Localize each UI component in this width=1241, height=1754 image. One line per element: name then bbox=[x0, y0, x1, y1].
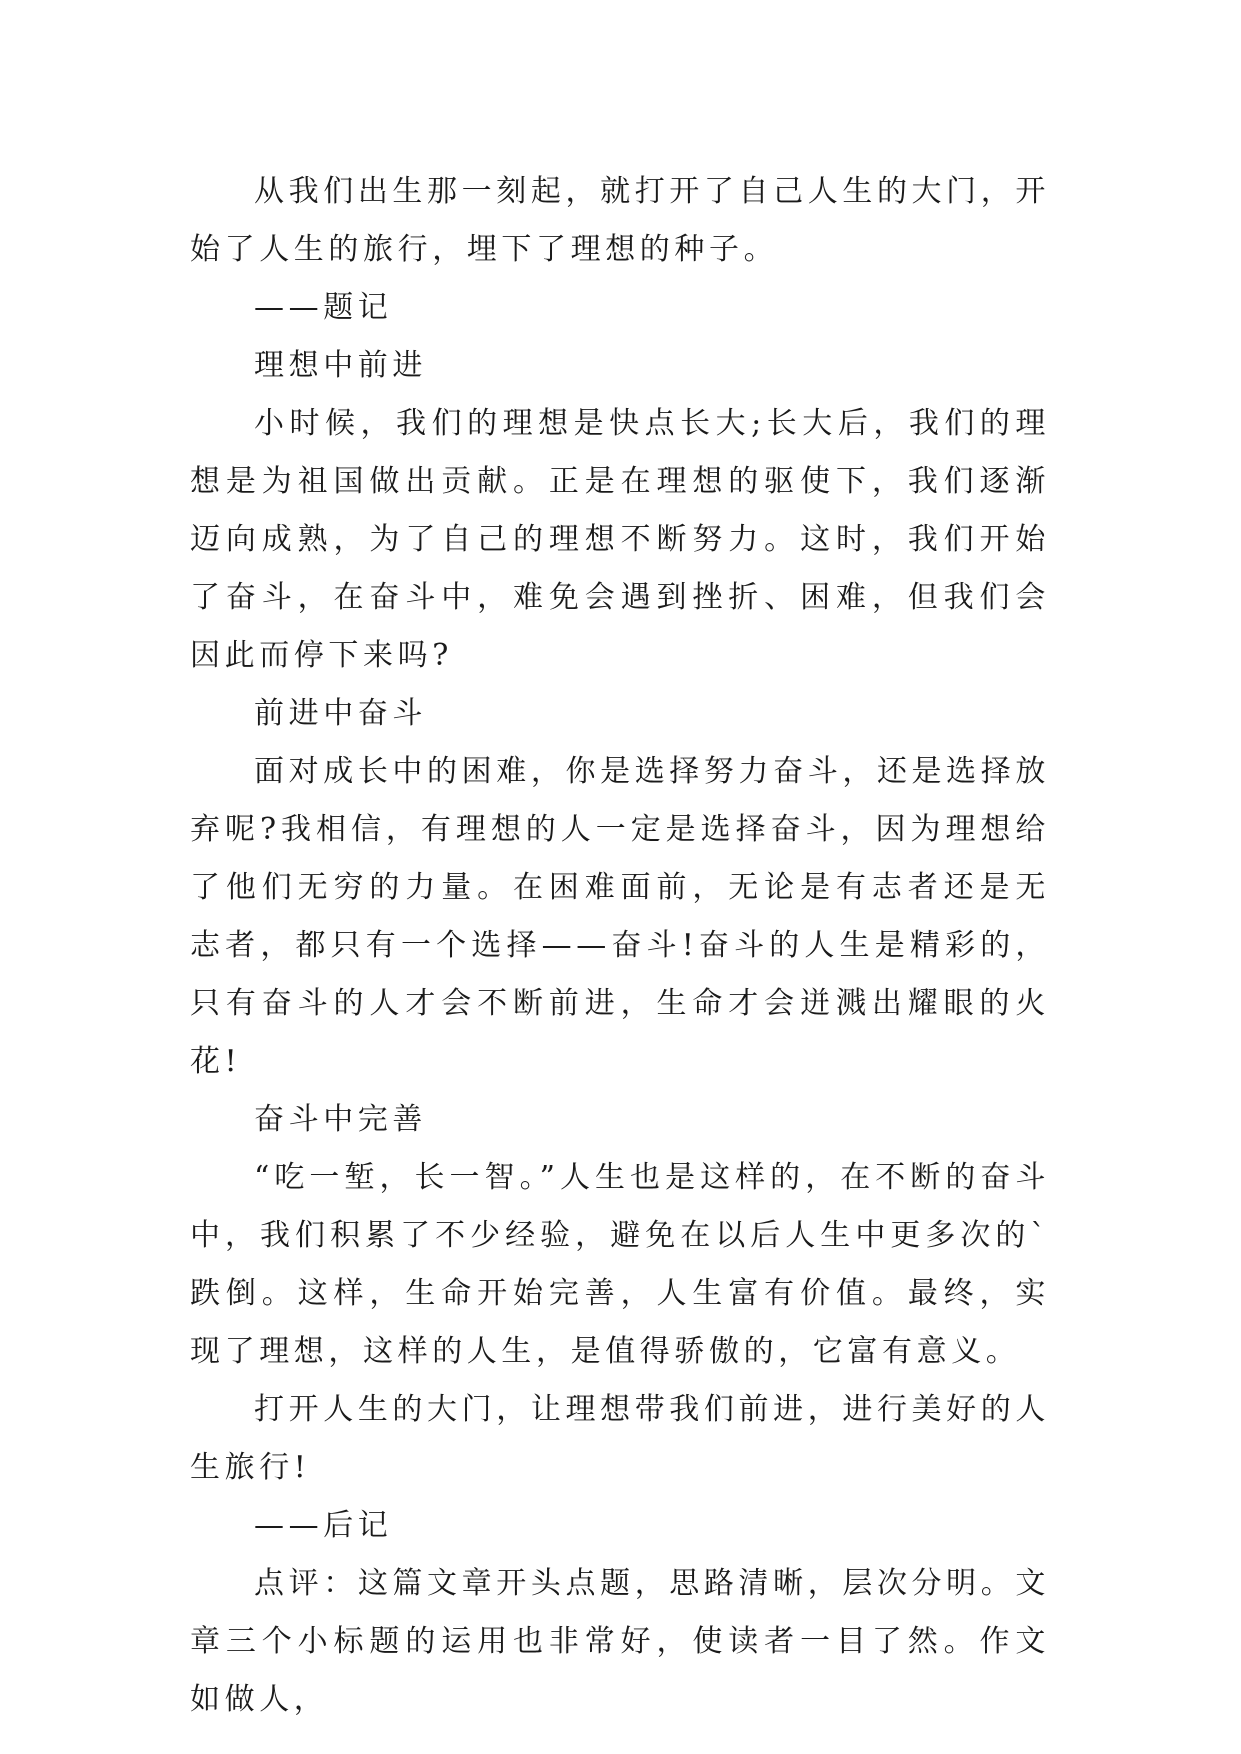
section-3-paragraph: “吃一堑，长一智。”人生也是这样的，在不断的奋斗中，我们积累了不少经验，避免在以后人生中更多次的`跌倒。这样，生命开始完善，人生富有价值。最终，实现了理想，这样的人生，是值得骄傲的，它富有意义。 bbox=[190, 1160, 1050, 1369]
closing-paragraph: 打开人生的大门，让理想带我们前进，进行美好的人生旅行! bbox=[190, 1392, 1050, 1485]
afterword-attribution: ——后记 bbox=[254, 1508, 393, 1543]
commentary-paragraph: 点评：这篇文章开头点题，思路清晰，层次分明。文章三个小标题的运用也非常好，使读者一目了然。作文如做人， bbox=[190, 1566, 1050, 1717]
section-heading-1: 理想中前进 bbox=[254, 348, 427, 383]
epigraph-attribution: ——题记 bbox=[254, 290, 393, 325]
section-1-paragraph: 小时候，我们的理想是快点长大;长大后，我们的理想是为祖国做出贡献。正是在理想的驱使下，我们逐渐迈向成熟，为了自己的理想不断努力。这时，我们开始了奋斗，在奋斗中，难免会遇到挫折、困难，但我们会因此而停下来吗? bbox=[190, 406, 1050, 673]
section-heading-3: 奋斗中完善 bbox=[254, 1102, 427, 1137]
section-heading-2: 前进中奋斗 bbox=[254, 696, 427, 731]
intro-paragraph: 从我们出生那一刻起，就打开了自己人生的大门，开始了人生的旅行，埋下了理想的种子。 bbox=[190, 174, 1050, 267]
document-body bbox=[190, 163, 1050, 1729]
section-2-paragraph: 面对成长中的困难，你是选择努力奋斗，还是选择放弃呢?我相信，有理想的人一定是选择奋斗，因为理想给了他们无穷的力量。在困难面前，无论是有志者还是无志者，都只有一个选择——奋斗!奋斗的人生是精彩的，只有奋斗的人才会不断前进，生命才会迸溅出耀眼的火花! bbox=[190, 754, 1050, 1079]
